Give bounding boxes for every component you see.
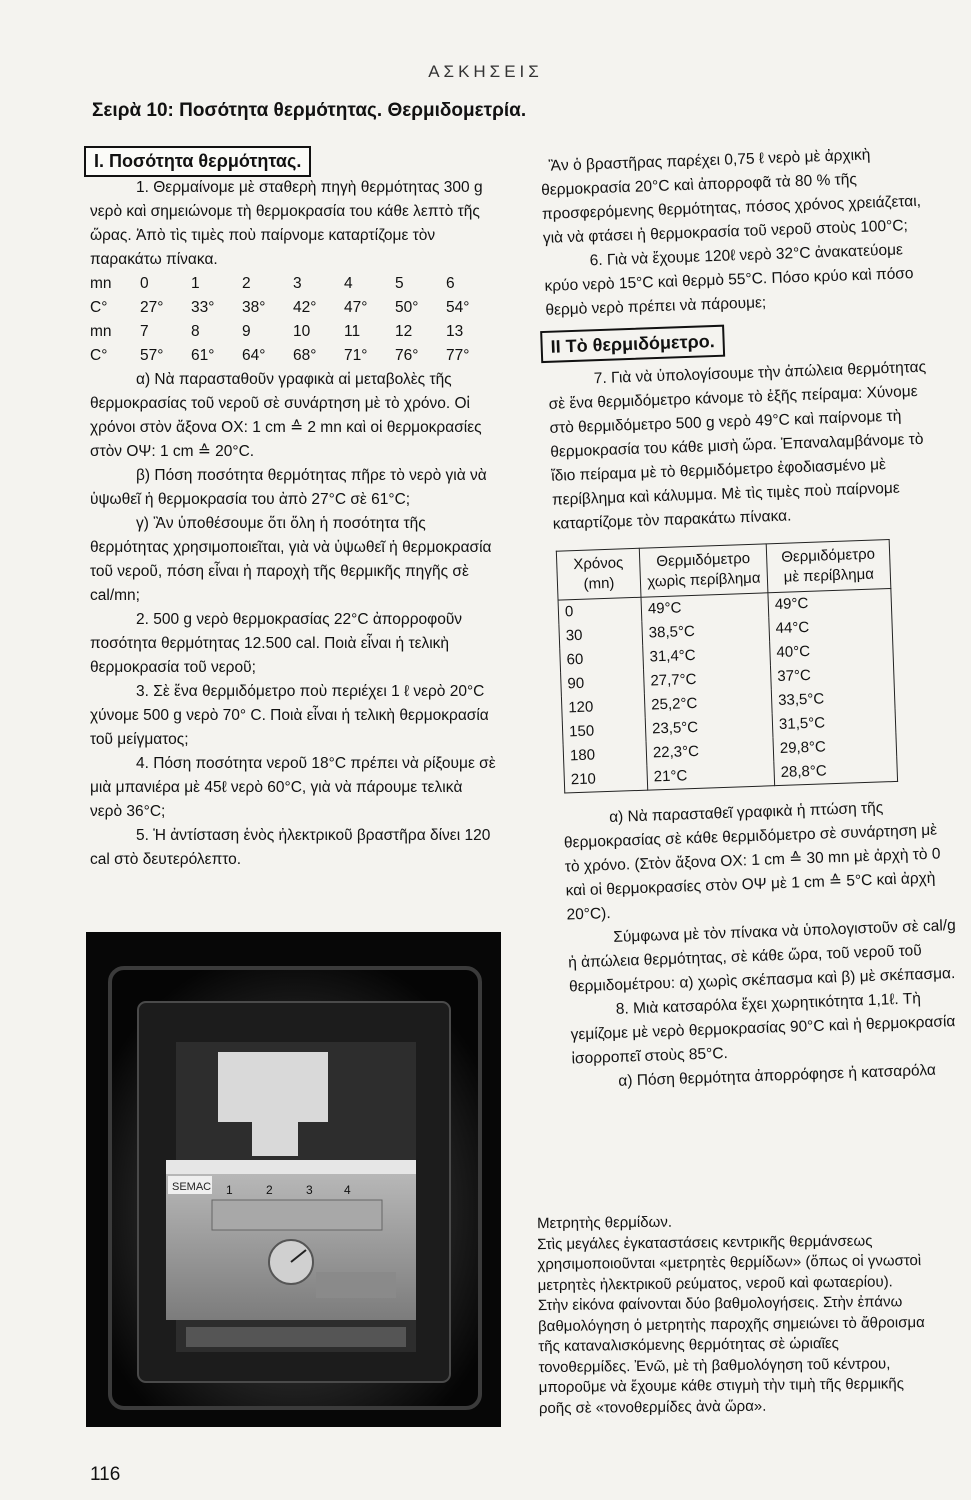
exercise-8: 8. Μιὰ κατσαρόλα ἔχει χωρητικότητα 1,1ℓ. Τὴ γεμίζομε μὲ νερὸ θερμοκρασίας 90°C καὶ ἡ θερμοκρασία ἰσορροπεῖ στοὺς 85°C. [570,990,956,1068]
meter-brand-label: SEMAC [172,1181,212,1193]
time-cell: 30 [559,622,643,649]
value-cell: 9 [242,323,251,340]
with-cover-cell: 44°C [769,613,893,641]
heat-meter-photo [86,932,501,1427]
value-cell: 5 [395,275,404,292]
value-cell: 12 [395,323,413,340]
dial-digit-2: 2 [266,1183,273,1197]
photo-caption [537,1210,934,1419]
value-cell: 76° [395,347,419,364]
with-cover-cell: 40°C [770,637,894,665]
series-title: Σειρὰ 10: Ποσότητα θερμότητας. Θερμιδομετρία. [92,100,527,121]
with-cover-cell: 29,8°C [773,733,897,761]
value-cell: 13 [446,323,464,340]
time-cell: 90 [561,670,645,697]
header-without-cover: Θερμιδόμετρο χωρὶς περίβλημα [639,544,768,597]
time-cell: 0 [558,597,642,624]
row-label: mn [90,275,112,292]
page-number: 116 [90,1464,121,1485]
exercise-1-b: β) Πόση ποσότητα θερμότητας πῆρε τὸ νερὸ γιὰ νὰ ὑψωθεῖ ἡ θερμοκρασία του ἀπὸ 27°C σὲ 61°C; [90,467,487,508]
value-cell: 77° [446,347,470,364]
exercise-1-c: γ) Ἂν ὑποθέσουμε ὅτι ὅλη ἡ ποσότητα τῆς θερμότητας χρησιμοποιεῖται, γιὰ νὰ ὑψωθεῖ ἡ θερμοκρασία τοῦ νεροῦ, πόση εἶναι ἡ παροχὴ τῆς θερμικῆς πηγῆς σὲ cal/mn; [90,515,492,604]
exercise-1-intro: 1. Θερμαίνομε μὲ σταθερὴ πηγὴ θερμότητας 300 g νερὸ καὶ σημειώνομε τὴ θερμοκρασία του κάθε λεπτὸ τῆς ὥρας. Ἀπὸ τὶς τιμὲς ποὺ παίρνομε καταρτίζομε τὸν παρακάτω πίνακα. [90,179,483,268]
value-cell: 64° [242,347,266,364]
caption-paragraph-2: Στὴν εἰκόνα φαίνονται δύο βαθμολογήσεις. Στὴν ἐπάνω βαθμολόγηση ὁ μετρητὴς παροχῆς σημειώνει τὸ ἄθροισμα τῆς καταναλισκόμενης θερμότητας σὲ ὡριαῖες τονοθερμίδες. Ἐνῶ, μὲ τὴ βαθμολόγηση τοῦ κέντρου, μποροῦμε νὰ ἔχουμε κάθε στιγμὴ τὴν τιμὴ τῆς θερμικῆς ροῆς σὲ «τονοθερμίδες ἀνὰ ὥρα». [537,1293,925,1417]
without-cover-cell: 27,7°C [644,665,772,693]
with-cover-cell: 49°C [768,589,892,618]
time-cell: 120 [561,694,645,721]
row-label: C° [90,347,108,364]
exercise-8-a: α) Πόση θερμότητα ἀπορρόφησε ἡ κατσαρόλα [618,1061,937,1090]
dial-digit-3: 3 [306,1183,313,1197]
exercise-5-continued: Ἂν ὁ βραστῆρας παρέχει 0,75 ℓ νερὸ μὲ ἀρχικὴ θερμοκρασία 20°C καὶ ἀπορροφᾶ τὰ 80 % τῆς προσφερόμενης θερμότητας, πόσος χρόνος χρειάζεται, γιὰ νὰ φτάσει ἡ θερμοκρασία τοῦ νεροῦ στοὺς 100°C; [540,146,922,247]
without-cover-cell: 21°C [647,761,775,790]
without-cover-cell: 23,5°C [645,713,773,741]
with-cover-cell: 31,5°C [772,709,896,737]
value-cell: 50° [395,299,419,316]
row-label: C° [90,299,108,316]
dial-digit-1: 1 [226,1183,233,1197]
header-with-cover: Θερμιδόμετρο μὲ περίβλημα [766,540,891,593]
time-cell: 150 [562,718,646,745]
without-cover-cell: 22,3°C [646,737,774,765]
value-cell: 8 [191,323,200,340]
right-column [540,141,963,1095]
value-cell: 7 [140,323,149,340]
left-column [90,176,498,872]
temperature-values-table [90,272,497,368]
with-cover-cell: 37°C [770,661,894,689]
values-row [90,320,497,344]
exercise-5: 5. Ἡ ἀντίσταση ἑνὸς ἠλεκτρικοῦ βραστῆρα δίνει 120 cal στὸ δευτερόλεπτο. [90,827,491,868]
value-cell: 2 [242,275,251,292]
values-row [90,344,497,368]
value-cell: 71° [344,347,368,364]
calorimeter-table [556,539,898,794]
value-cell: 68° [293,347,317,364]
values-row [90,296,497,320]
time-cell: 210 [564,766,648,793]
heat-meter-illustration [86,932,501,1427]
exercise-7-intro: 7. Γιὰ νὰ ὑπολογίσουμε τὴν ἀπώλεια θερμότητας σὲ ἕνα θερμιδόμετρο κάνομε τὸ ἑξῆς πείραμα: Χύνομε στὸ θερμιδόμετρο 500 g νερὸ 49°C καὶ παίρνομε τὴ θερμοκρασία του κάθε μισὴ ὥρα. Ἐπαναλαμβάνομε τὸ ἴδιο πείραμα μὲ τὸ θερμιδόμετρο ἐφοδιασμένο μὲ περίβλημα καὶ κάλυμμα. Μὲ τὶς τιμὲς ποὺ παίρνομε καταρτίζομε τὸν παρακάτω πίνακα. [548,358,927,533]
exercise-1-a: α) Νὰ παρασταθοῦν γραφικὰ αἱ μεταβολὲς τῆς θερμοκρασίας τοῦ νεροῦ σὲ συνάρτηση μὲ τὸ χρόνο. Οἱ χρόνοι στὸν ἄξονα ΟΧ: 1 cm ≙ 2 mn καὶ οἱ θερμοκρασίες στὸν ΟΨ: 1 cm ≙ 20°C. [90,371,482,460]
value-cell: 38° [242,299,266,316]
value-cell: 54° [446,299,470,316]
caption-paragraph-1: Στὶς μεγάλες ἐγκαταστάσεις κεντρικῆς θερμάνσεως χρησιμοποιοῦνται «μετρητὲς θερμίδων» (ὅπως οἱ γνωστοὶ μετρητὲς ἠλεκτρικοῦ ρεύματος, νεροῦ καὶ φωταερίου). [537,1232,922,1294]
value-cell: 33° [191,299,215,316]
value-cell: 61° [191,347,215,364]
caption-title: Μετρητὴς θερμίδων. [536,1213,673,1233]
value-cell: 57° [140,347,164,364]
without-cover-cell: 31,4°C [643,641,771,669]
dial-digit-4: 4 [344,1183,351,1197]
value-cell: 0 [140,275,149,292]
time-cell: 60 [560,646,644,673]
exercise-7-a: α) Νὰ παρασταθεῖ γραφικὰ ἡ πτώση τῆς θερμοκρασίας σὲ κάθε θερμιδόμετρο σὲ συνάρτηση μὲ τὸ χρόνο. (Στὸν ἄξονα ΟΧ: 1 cm ≙ 30 mn μὲ ἀρχὴ τὸ 0 καὶ οἱ θερμοκρασίες στὸν ΟΨ μὲ 1 cm ≙ 5°C καὶ ἀρχὴ 20°C). [563,799,941,924]
value-cell: 11 [344,323,361,340]
exercise-4: 4. Πόση ποσότητα νεροῦ 18°C πρέπει νὰ ρίξουμε σὲ μιὰ μπανιέρα μὲ 45ℓ νερὸ 60°C, γιὰ νὰ πάρουμε τελικὰ νερὸ 36°C; [90,755,496,820]
value-cell: 10 [293,323,311,340]
exercise-6: 6. Γιὰ νὰ ἔχουμε 120ℓ νερὸ 32°C ἀνακατεύομε κρύο νερὸ 15°C καὶ θερμὸ 55°C. Πόσο κρύο καὶ πόσο θερμὸ νερὸ πρέπει νὰ πάρουμε; [544,241,914,319]
with-cover-cell: 33,5°C [771,685,895,713]
values-row [90,272,497,296]
with-cover-cell: 28,8°C [774,757,898,786]
running-head: ΑΣΚΗΣΕΙΣ [428,62,543,81]
row-label: mn [90,323,112,340]
without-cover-cell: 25,2°C [644,689,772,717]
value-cell: 3 [293,275,302,292]
value-cell: 42° [293,299,317,316]
section-heading-1: I. Ποσότητα θερμότητας. [84,146,311,177]
exercise-3: 3. Σὲ ἕνα θερμιδόμετρο ποὺ περιέχει 1 ℓ νερὸ 20°C χύνομε 500 g νερὸ 70° C. Ποιὰ εἶναι ἡ τελικὴ θερμοκρασία τοῦ μείγματος; [90,683,489,748]
without-cover-cell: 38,5°C [642,617,770,645]
section-heading-2: II Τὸ θερμιδόμετρο. [540,325,725,363]
value-cell: 47° [344,299,368,316]
exercise-7-a-continued: Σύμφωνα μὲ τὸν πίνακα νὰ ὑπολογιστοῦν σὲ cal/g ἡ ἀπώλεια θερμότητας, σὲ κάθε ὥρα, τοῦ νεροῦ τοῦ θερμιδομέτρου: α) χωρὶς σκέπασμα καὶ β) μὲ σκέπασμα. [567,916,957,996]
value-cell: 6 [446,275,455,292]
without-cover-cell: 49°C [641,593,769,622]
value-cell: 1 [191,275,200,292]
exercise-2: 2. 500 g νερὸ θερμοκρασίας 22°C ἀπορροφοῦν ποσότητα θερμότητας 12.500 cal. Ποιὰ εἶναι ἡ τελικὴ θερμοκρασία τοῦ νεροῦ; [90,611,463,676]
header-time: Χρόνος (mn) [556,548,641,600]
value-cell: 4 [344,275,353,292]
time-cell: 180 [563,742,647,769]
value-cell: 27° [140,299,164,316]
